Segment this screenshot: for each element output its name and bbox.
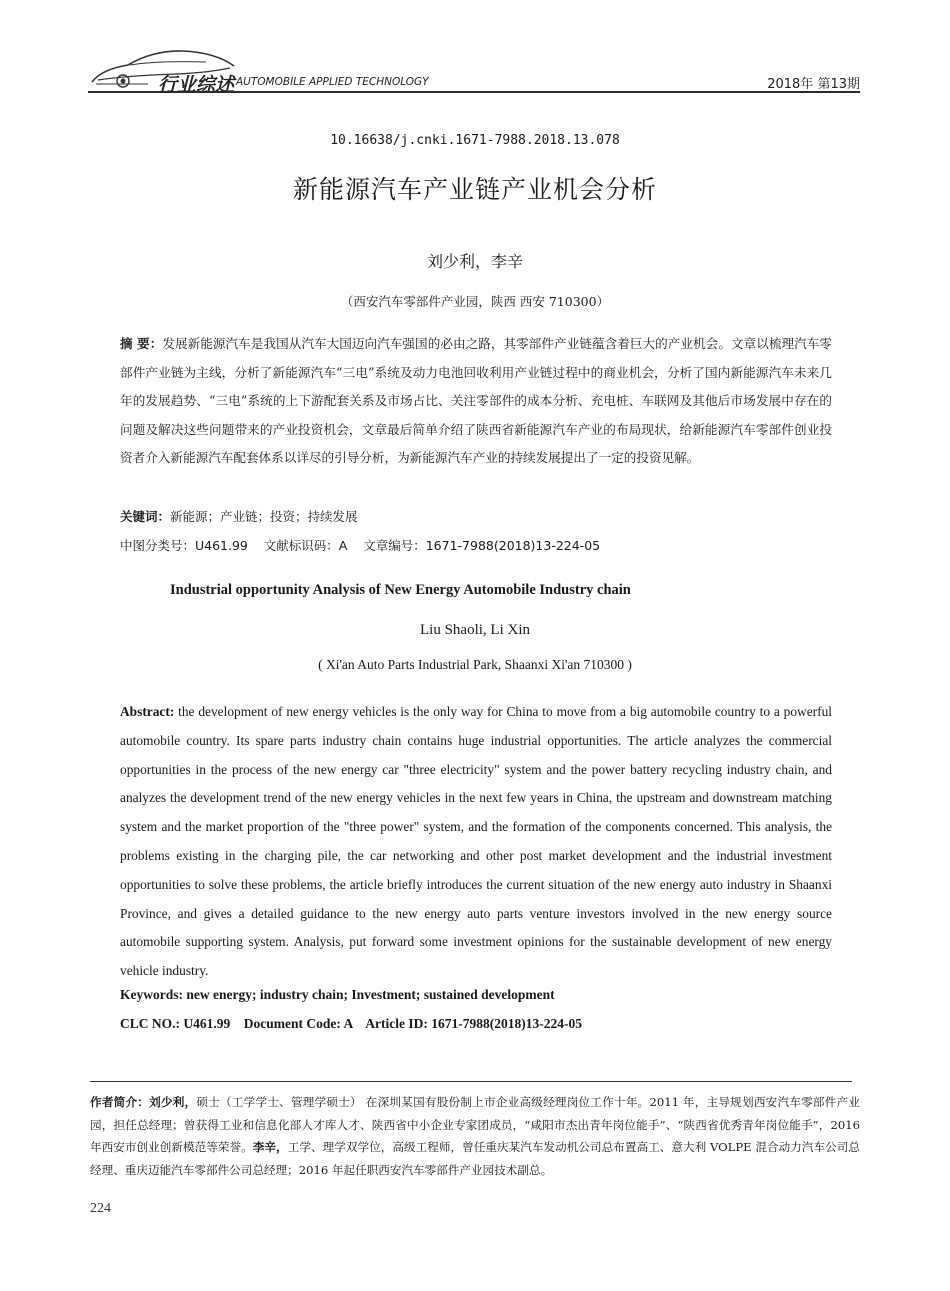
- abstract-cn: [120, 330, 832, 473]
- keywords-cn-text: 新能源；产业链；投资；持续发展: [170, 509, 358, 524]
- footnote-text-2: 工学、理学双学位，高级工程师，曾任重庆某汽车发动机公司总布置高工、意大利 VOLPE 混合动力汽车公司总经理、重庆迈能汽车零部件公司总经理；2016 年起任职西安汽车零部件产业园技术副总。: [90, 1140, 860, 1177]
- keywords-cn: [120, 507, 358, 525]
- authors-cn: 刘少利，李辛: [426, 252, 523, 271]
- section-name: 行业综述: [158, 74, 235, 96]
- abstract-cn-text: 发展新能源汽车是我国从汽车大国迈向汽车强国的必由之路，其零部件产业链蕴含着巨大的产业机会。文章以梳理汽车零部件产业链为主线，分析了新能源汽车“三电”系统及动力电池回收利用产业链过程中的商业机会，分析了国内新能源汽车未来几年的发展趋势、“三电”系统的上下游配套关系及市场占比、关注零部件的成本分析、充电桩、车联网及其他后市场发展中存在的问题及解决这些问题带来的产业投资机会，文章最后简单介绍了陕西省新能源汽车产业的布局现状，给新能源汽车零部件创业投资者介入新能源汽车配套体系以详尽的引导分析，为新能源汽车产业的持续发展提出了一定的投资见解。: [120, 336, 833, 466]
- header-divider: [88, 91, 860, 93]
- issue-number: 2018年 第13期: [767, 77, 860, 92]
- footnote-label-2: 李辛，: [252, 1140, 288, 1154]
- title-en: Industrial opportunity Analysis of New Energy Automobile Industry chain: [170, 582, 631, 598]
- footnote-divider: [90, 1081, 852, 1082]
- journal-name: AUTOMOBILE APPLIED TECHNOLOGY: [236, 76, 429, 88]
- footnote-label-1: 作者简介：刘少利，: [90, 1095, 197, 1109]
- authors-en: Liu Shaoli, Li Xin: [420, 622, 530, 638]
- page-number: 224: [90, 1201, 111, 1216]
- keywords-cn-label: 关键词：: [120, 509, 171, 524]
- title-cn: 新能源汽车产业链产业机会分析: [292, 175, 657, 204]
- clc-en: CLC NO.: U461.99 Document Code: A Article ID: 1671-7988(2018)13-224-05: [120, 1016, 582, 1031]
- clc-cn: 中图分类号：U461.99 文献标识码：A 文章编号：1671-7988(2018)13-224-05: [120, 538, 601, 553]
- abstract-en-label: Abstract:: [120, 704, 175, 719]
- page-header: [88, 44, 860, 94]
- footnote-text-1: 硕士（工学学士、管理学硕士） 在深圳某国有股份制上市企业高级经理岗位工作十年。2011 年，主导规划西安汽车零部件产业园，担任总经理；曾获得工业和信息化部人才库人才、陕西省中小企业专家团成员，“咸阳市杰出青年岗位能手”、“陕西省优秀青年岗位能手”，2016 年西安市创业创新模范等荣誉。: [90, 1095, 860, 1154]
- affiliation-en: ( Xi'an Auto Parts Industrial Park, Shaanxi Xi'an 710300 ): [318, 657, 632, 672]
- abstract-en-text: the development of new energy vehicles is the only way for China to move from a big automobile country to a powerful automobile country. Its spare parts industry chain contains huge industrial opportunities. The article analyzes the commercial opportunities in the process of the new energy car "three electricity" system and the power battery recycling industry chain, and analyzes the development trend of the new energy vehicles in the next few years in China, the upstream and downstream matching system and the market proportion of the "three power" system, and the formation of the components concerned. This analysis, the problems existing in the charging pile, the car networking and other post market development and the industrial investment opportunities to solve these problems, the article briefly introduces the current situation of the new energy auto industry in Shaanxi Province, and gives a detailed guidance to the new energy auto parts venture investors involved in the new energy source automobile supporting system. Analysis, put forward some investment opinions for the sustainable development of new energy vehicle industry.: [120, 704, 832, 979]
- keywords-en: Keywords: new energy; industry chain; Investment; sustained development: [120, 987, 555, 1002]
- affiliation-cn: （西安汽车零部件产业园，陕西 西安 710300）: [340, 294, 610, 309]
- abstract-cn-label: 摘 要：: [120, 336, 163, 351]
- author-footnote: [90, 1091, 860, 1181]
- abstract-en: [120, 698, 832, 986]
- doi: 10.16638/j.cnki.1671-7988.2018.13.078: [330, 133, 620, 148]
